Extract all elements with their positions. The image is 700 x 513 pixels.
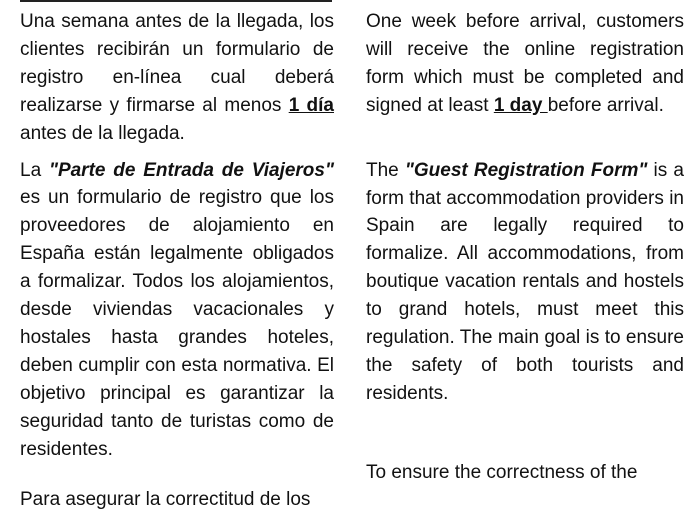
spanish-form-description: es un formulario de registro que los proveedores de alojamiento en España están legalmente obligados a formalizar. Todos los alojamientos, desde viviendas vacacionales y hostales hasta grandes hoteles, deben cumplir con esta normativa. El objetivo principal es garantizar la seguridad tanto de turistas como de residentes. (20, 187, 334, 459)
english-form-intro: The (366, 160, 405, 181)
spanish-form-title: "Parte de Entrada de Viajeros" (49, 160, 334, 181)
english-form-description: is a form that accommodation providers in Spain are legally required to formalize. All accommodations, from boutique vacation rentals and hostels to grand hotels, must meet this regulation. The main goal is to ensure the safety of both tourists and residents. (366, 160, 684, 404)
spanish-column (20, 8, 334, 513)
english-paragraph-arrival (366, 8, 684, 120)
english-column (366, 8, 684, 487)
spanish-form-intro: La (20, 160, 49, 181)
english-arrival-text-end: before arrival. (548, 95, 664, 116)
english-deadline-emphasis: 1 day (494, 95, 548, 116)
english-arrival-text: One week before arrival, customers will receive the online registration form which must be completed and signed at least (366, 11, 684, 116)
spanish-paragraph-correctness: Para asegurar la correctitud de los (20, 486, 334, 513)
spanish-paragraph-form (20, 157, 334, 464)
top-rule (20, 0, 332, 2)
english-paragraph-form (366, 157, 684, 408)
spanish-paragraph-arrival (20, 8, 334, 148)
english-form-title: "Guest Registration Form" (405, 160, 648, 181)
spanish-deadline-emphasis: 1 día (289, 95, 334, 116)
spanish-arrival-text-end: antes de la llegada. (20, 123, 185, 144)
spanish-arrival-text: Una semana antes de la llegada, los clientes recibirán un formulario de registro en-línea cual deberá realizarse y firmarse al menos (20, 11, 334, 116)
english-paragraph-correctness: To ensure the correctness of the (366, 459, 684, 487)
